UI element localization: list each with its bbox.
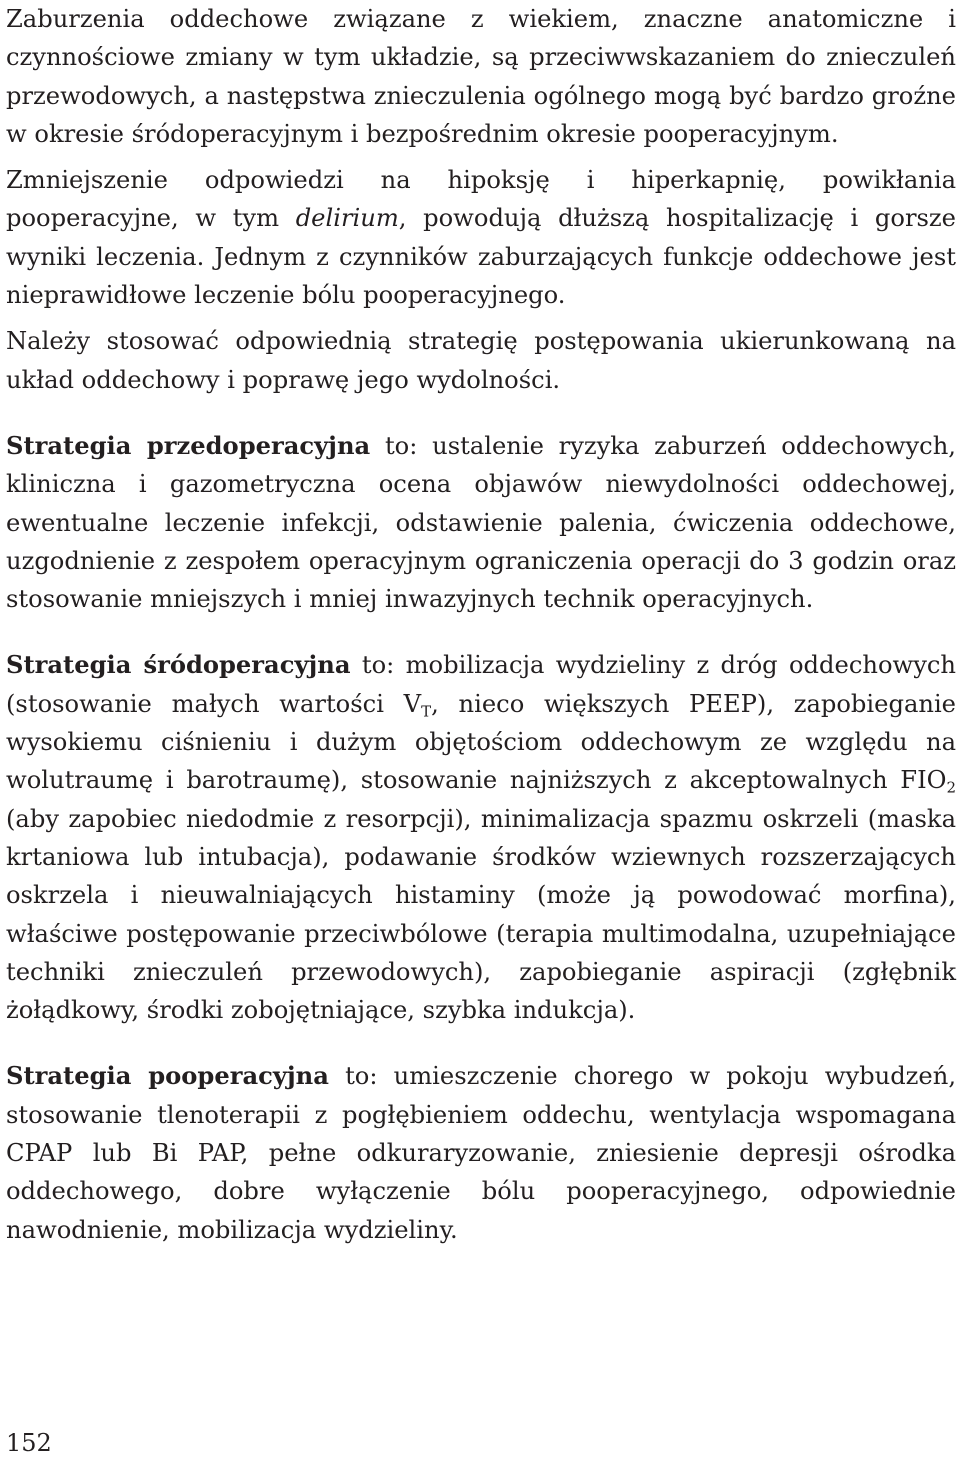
subscript-2: 2 bbox=[946, 778, 956, 797]
paragraph-intraoperative-strategy bbox=[6, 646, 956, 1029]
paragraph-postoperative-strategy bbox=[6, 1057, 956, 1248]
document-page bbox=[6, 0, 956, 1249]
paragraph-text: , powodują dłuższą hospitalizację i gorsze wyniki leczenia. Jednym z czynników zaburzających funkcje oddechowe jest nieprawidłowe leczenie bólu pooperacyjnego. bbox=[6, 204, 956, 310]
paragraph-text: to: ustalenie ryzyka zaburzeń oddechowych, kliniczna i gazometryczna ocena objawów niewydolności oddechowej, ewentualne leczenie infekcji, odstawienie palenia, ćwiczenia oddechowe, uzgodnienie z zespołem operacyjnym ograniczenia operacji do 3 godzin oraz stosowanie mniejszych i mniej inwazyjnych technik operacyjnych. bbox=[6, 431, 956, 614]
heading-postoperative-strategy: Strategia pooperacyjna bbox=[6, 1061, 329, 1091]
paragraph-text: to: umieszczenie chorego w pokoju wybudzeń, stosowanie tlenoterapii z pogłębieniem oddechu, wentylacja wspomagana CPAP lub Bi PAP, pełne odkuraryzowanie, zniesienie depresji ośrodka oddechowego, dobre wyłączenie bólu pooperacyjnego, odpowiednie nawodnienie, mobilizacja wydzieliny. bbox=[6, 1062, 957, 1244]
paragraph-text: (aby zapobiec niedodmie z resorpcji), minimalizacja spazmu oskrzeli (maska krtaniowa lub intubacja), podawanie środków wziewnych rozszerzających oskrzela i nieuwalniających histaminy (może ją powodować morfina), właściwe postępowanie przeciwbólowe (terapia multimodalna, uzupełniające techniki znieczuleń przewodowych), zapobieganie aspiracji (zgłębnik żołądkowy, środki zobojętniające, szybka indukcja). bbox=[6, 804, 956, 1025]
paragraph-text: Zmniejszenie odpowiedzi na hipoksję i hiperkapnię, powikłania pooperacyjne, w tym bbox=[6, 166, 956, 233]
paragraph-age-related-respiratory bbox=[6, 0, 956, 153]
paragraph-preoperative-strategy bbox=[6, 427, 956, 618]
heading-intraoperative-strategy: Strategia śródoperacyjna bbox=[6, 650, 351, 680]
page-number: 152 bbox=[6, 1429, 52, 1457]
paragraph-text: Zaburzenia oddechowe związane z wiekiem, znaczne anatomiczne i czynnościowe zmiany w tym układzie, są przeciwwskazaniem do znieczuleń przewodowych, a następstwa znieczulenia ogólnego mogą być bardzo groźne w okresie śródoperacyjnym i bezpośrednim okresie pooperacyjnym. bbox=[6, 5, 956, 148]
heading-preoperative-strategy: Strategia przedoperacyjna bbox=[6, 430, 371, 460]
paragraph-text: Należy stosować odpowiednią strategię postępowania ukierunkowaną na układ oddechowy i poprawę jego wydolności. bbox=[6, 327, 956, 394]
paragraph-text: to: mobilizacja wydzieliny z dróg oddechowych (stosowanie małych wartości V bbox=[6, 651, 956, 718]
paragraph-strategy-intro bbox=[6, 322, 956, 399]
italic-term-delirium: delirium bbox=[295, 204, 399, 233]
subscript-t: T bbox=[421, 702, 432, 721]
paragraph-hypoxia-response bbox=[6, 161, 956, 314]
paragraph-text: , nieco większych PEEP), zapobieganie wysokiemu ciśnieniu i dużym objętościom oddechowym ze względu na wolutraumę i barotraumę), stosowanie najniższych z akceptowalnych FIO bbox=[6, 689, 956, 795]
